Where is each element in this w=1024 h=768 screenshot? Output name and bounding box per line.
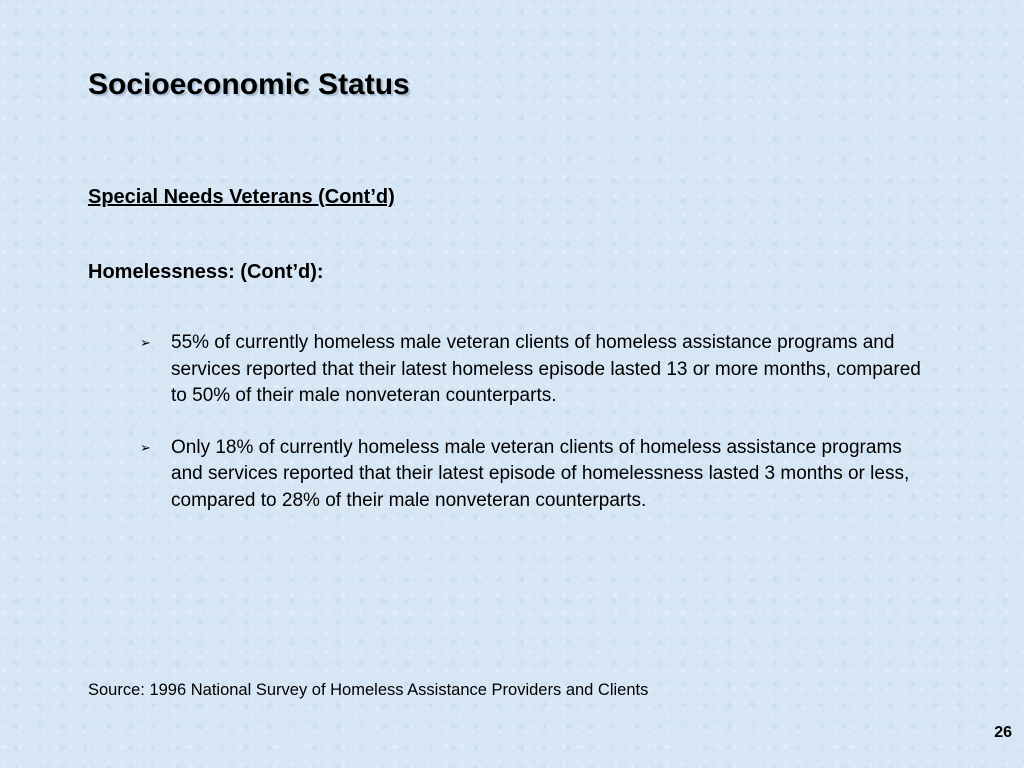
bullet-item — [138, 435, 938, 515]
section-heading: Homelessness: (Cont’d): — [88, 261, 324, 283]
bullet-item — [138, 330, 938, 410]
bullet-text: 55% of currently homeless male veteran clients of homeless assistance programs and services reported that their latest homeless episode lasted 13 or more months, compared to 50% of their male nonveteran counterparts. — [171, 332, 921, 406]
page-number: 26 — [994, 724, 1012, 741]
arrow-bullet-icon: ➢ — [140, 439, 151, 455]
source-citation: Source: 1996 National Survey of Homeless Assistance Providers and Clients — [88, 681, 649, 699]
slide-title: Socioeconomic Status — [88, 68, 410, 101]
bullet-list — [138, 330, 938, 539]
bullet-text: Only 18% of currently homeless male veteran clients of homeless assistance programs and services reported that their latest episode of homelessness lasted 3 months or less, compared to 28% of their male nonveteran counterparts. — [171, 436, 910, 511]
slide-subtitle: Special Needs Veterans (Cont’d) — [88, 186, 395, 208]
arrow-bullet-icon: ➢ — [140, 335, 151, 350]
